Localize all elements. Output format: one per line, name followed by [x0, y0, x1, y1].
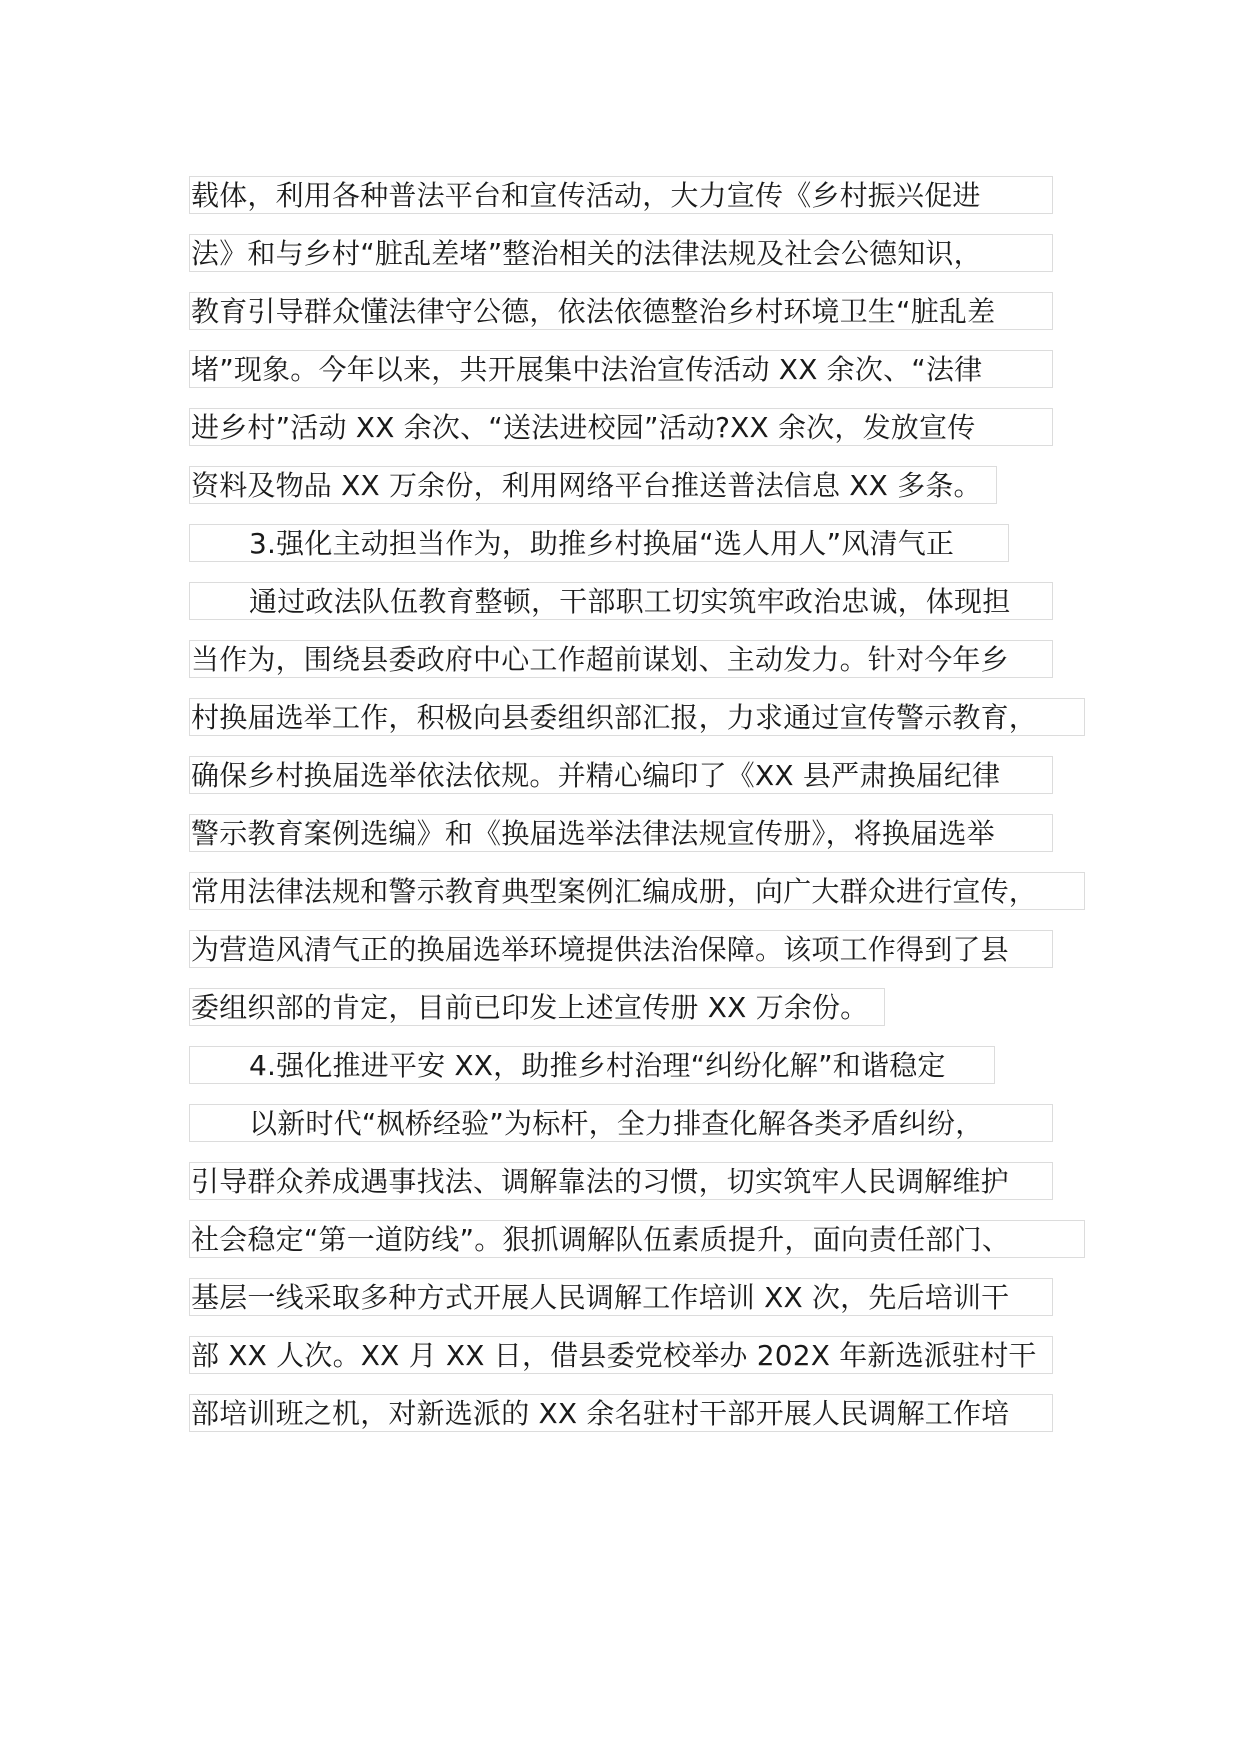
text-line: 常用法律法规和警示教育典型案例汇编成册，向广大群众进行宣传，: [189, 872, 1085, 910]
paragraph-first-line: 通过政法队伍教育整顿，干部职工切实筑牢政治忠诚，体现担: [189, 582, 1053, 620]
text-line: 教育引导群众懂法律守公德，依法依德整治乡村环境卫生“脏乱差: [189, 292, 1053, 330]
text-line: 社会稳定“第一道防线”。狠抓调解队伍素质提升，面向责任部门、: [189, 1220, 1085, 1258]
text-line: 部培训班之机，对新选派的 XX 余名驻村干部开展人民调解工作培: [189, 1394, 1053, 1432]
text-line: 警示教育案例选编》和《换届选举法律法规宣传册》，将换届选举: [189, 814, 1053, 852]
text-line: 为营造风清气正的换届选举环境提供法治保障。该项工作得到了县: [189, 930, 1053, 968]
section-heading: 4.强化推进平安 XX，助推乡村治理“纠纷化解”和谐稳定: [189, 1046, 995, 1084]
text-line: 部 XX 人次。XX 月 XX 日，借县委党校举办 202X 年新选派驻村干: [189, 1336, 1053, 1374]
text-line: 法》和与乡村“脏乱差堵”整治相关的法律法规及社会公德知识，: [189, 234, 1053, 272]
text-line: 村换届选举工作，积极向县委组织部汇报，力求通过宣传警示教育，: [189, 698, 1085, 736]
text-line: 载体，利用各种普法平台和宣传活动，大力宣传《乡村振兴促进: [189, 176, 1053, 214]
text-line: 资料及物品 XX 万余份，利用网络平台推送普法信息 XX 多条。: [189, 466, 997, 504]
text-line: 引导群众养成遇事找法、调解靠法的习惯，切实筑牢人民调解维护: [189, 1162, 1053, 1200]
section-heading: 3.强化主动担当作为，助推乡村换届“选人用人”风清气正: [189, 524, 1009, 562]
text-line: 进乡村”活动 XX 余次、“送法进校园”活动?XX 余次，发放宣传: [189, 408, 1053, 446]
text-line: 确保乡村换届选举依法依规。并精心编印了《XX 县严肃换届纪律: [189, 756, 1053, 794]
text-line: 当作为，围绕县委政府中心工作超前谋划、主动发力。针对今年乡: [189, 640, 1053, 678]
text-line: 基层一线采取多种方式开展人民调解工作培训 XX 次，先后培训干: [189, 1278, 1053, 1316]
text-line: 委组织部的肯定，目前已印发上述宣传册 XX 万余份。: [189, 988, 885, 1026]
paragraph-first-line: 以新时代“枫桥经验”为标杆，全力排查化解各类矛盾纠纷，: [189, 1104, 1053, 1142]
text-line: 堵”现象。今年以来，共开展集中法治宣传活动 XX 余次、“法律: [189, 350, 1053, 388]
